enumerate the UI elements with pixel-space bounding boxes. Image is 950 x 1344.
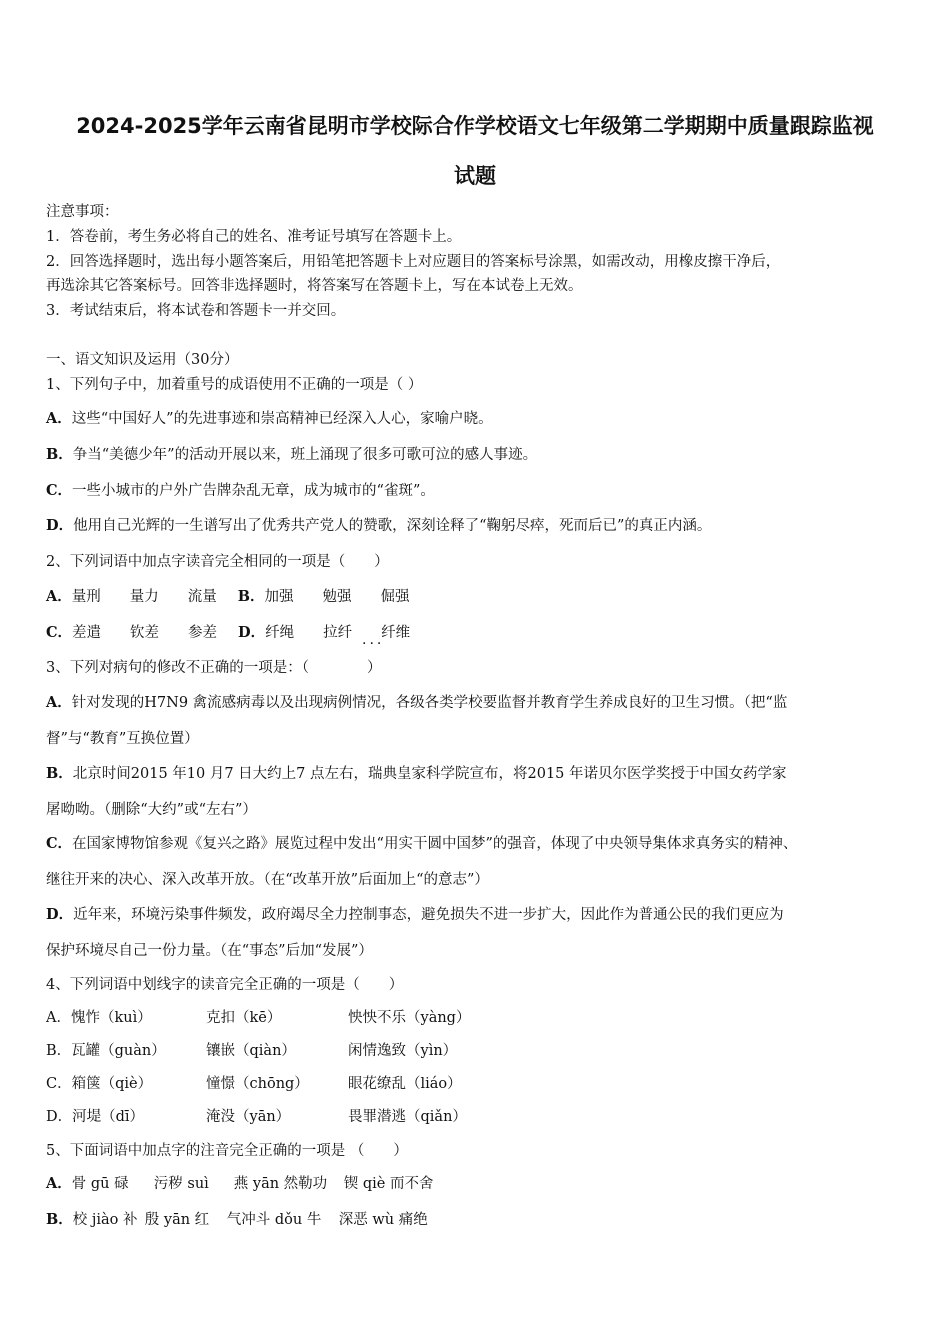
emphasis-dots: ...: [362, 632, 385, 648]
q3-option-a: [46, 693, 916, 713]
option-text: 近年来，环境污染事件频发，政府竭尽全力控制事态，避免损失不进一步扩大，因此作为普通公民的我们更应为: [73, 907, 784, 923]
word: 闲情逸致（yìn）: [348, 1043, 458, 1059]
q1-stem: 1、下列句子中，加着重号的成语使用不正确的一项是（ ）: [46, 377, 423, 393]
word: D．河堤（dī）: [46, 1109, 145, 1125]
option-text: 一些小城市的户外广告牌杂乱无章，成为城市的“雀斑”。: [72, 483, 435, 499]
word: 参差: [188, 625, 218, 641]
option-text: 北京时间2015 年10 月7 日大约上7 点左右，瑞典皇家科学院宣布，将2015 年诺贝尔医学奖授于中国女药学家: [72, 766, 787, 782]
q2-stem: 2、下列词语中加点字读音完全相同的一项是（ ）: [46, 554, 389, 570]
q3-option-d: [46, 905, 916, 925]
option-text: 他用自己光辉的一生谱写出了优秀共产党人的赞歌，深刻诠释了“鞠躬尽瘁，死而后已”的真正内涵。: [73, 518, 712, 534]
option-label: A．: [46, 694, 72, 711]
option-label: B．: [46, 1211, 73, 1228]
option-label: B．: [46, 765, 73, 782]
q2-row-ab: [46, 587, 916, 607]
word: 污秽 suì: [153, 1176, 209, 1192]
q5-option-a: [46, 1174, 916, 1194]
word: 骨 gū 碌: [71, 1176, 129, 1192]
q1-option-a: [46, 409, 916, 429]
option-label: A．: [46, 410, 72, 427]
q4-row-d: [46, 1107, 916, 1127]
word: 殷 yān 红: [144, 1212, 210, 1228]
word: 镶嵌（qiàn）: [206, 1043, 296, 1059]
option-text: 这些“中国好人”的先进事迹和崇高精神已经深入人心，家喻户晓。: [71, 411, 493, 427]
word: 燕 yān 然勒功: [233, 1176, 328, 1192]
option-label: D．: [46, 517, 74, 534]
word: 气冲斗 dǒu 牛: [226, 1212, 322, 1228]
q1-option-d: [46, 516, 916, 536]
word: 深恶 wù 痛绝: [338, 1212, 428, 1228]
option-label: C．: [46, 482, 73, 499]
word: 差遣: [72, 625, 102, 641]
q3-option-b: [46, 764, 916, 784]
word: 流量: [187, 589, 217, 605]
notice-item-2: 2．回答选择题时，选出每小题答案后，用铅笔把答题卡上对应题目的答案标号涂黑，如需改动，用橡皮擦干净后，: [46, 254, 781, 270]
q3-option-a-cont: 督”与“教育”互换位置）: [46, 731, 199, 747]
word: 怏怏不乐（yàng）: [348, 1010, 471, 1026]
option-label: D．: [238, 624, 266, 641]
q5-option-b: [46, 1210, 916, 1230]
word: 眼花缭乱（liáo）: [348, 1076, 462, 1092]
word: A．愧怍（kuì）: [46, 1010, 152, 1026]
q4-stem: 4、下列词语中划线字的读音完全正确的一项是（ ）: [46, 977, 404, 993]
q3-option-c-cont: 继往开来的决心、深入改革开放。（在“改革开放”后面加上“的意志”）: [46, 872, 489, 888]
notice-item-2-cont: 再选涂其它答案标号。回答非选择题时，将答案写在答题卡上，写在本试卷上无效。: [46, 278, 583, 294]
word: 钦差: [130, 625, 160, 641]
option-text: 在国家博物馆参观《复兴之路》展览过程中发出“用实干圆中国梦”的强音，体现了中央领导集体求真务实的精神、: [72, 836, 798, 852]
exam-title-line2: 试题: [454, 164, 496, 188]
word: C．箱箧（qiè）: [46, 1076, 153, 1092]
word: 量力: [129, 589, 159, 605]
word: 纤维: [381, 625, 411, 641]
q3-option-b-cont: 屠呦呦。（删除“大约”或“左右”）: [46, 802, 257, 818]
word: 畏罪潜逃（qiǎn）: [348, 1109, 467, 1125]
option-label: D．: [46, 906, 74, 923]
word: 拉纤: [323, 625, 353, 641]
option-label: C．: [46, 835, 73, 852]
q2-row-cd: [46, 623, 916, 648]
option-text: 争当“美德少年”的活动开展以来，班上涌现了很多可歌可泣的感人事迹。: [72, 447, 538, 463]
notice-item-3: 3．考试结束后，将本试卷和答题卡一并交回。: [46, 303, 346, 319]
q3-stem: 3、下列对病句的修改不正确的一项是：（ ）: [46, 660, 382, 676]
word: 校 jiào 补: [72, 1212, 138, 1228]
word: 量刑: [71, 589, 101, 605]
word: 锲 qiè 而不舍: [343, 1176, 434, 1192]
option-label: B．: [46, 446, 73, 463]
option-label: B．: [237, 588, 265, 605]
q1-option-b: [46, 445, 916, 465]
section-heading: 一、语文知识及运用（30分）: [46, 352, 239, 368]
word: 淹没（yān）: [206, 1109, 291, 1125]
q5-stem: 5、下面词语中加点字的注音完全正确的一项是 （ ）: [46, 1143, 408, 1159]
word: 勉强: [322, 589, 352, 605]
option-label: C．: [46, 624, 73, 641]
q4-row-a: [46, 1008, 916, 1028]
notice-heading: 注意事项：: [46, 204, 119, 220]
word: 纤绳: [265, 625, 295, 641]
q3-option-c: [46, 834, 916, 854]
q3-option-d-cont: 保护环境尽自己一份力量。（在“事态”后加“发展”）: [46, 943, 373, 959]
word: 倔强: [380, 589, 410, 605]
option-text: 针对发现的H7N9 禽流感病毒以及出现病例情况，各级各类学校要监督并教育学生养成良好的卫生习惯。（把“监: [71, 695, 788, 711]
option-label: A．: [46, 588, 72, 605]
word: B．瓦罐（guàn）: [46, 1043, 166, 1059]
word: 克扣（kē）: [206, 1010, 282, 1026]
notice-item-1: 1．答卷前，考生务必将自己的姓名、准考证号填写在答题卡上。: [46, 229, 462, 245]
word: 加强: [264, 589, 294, 605]
q4-row-b: [46, 1041, 916, 1061]
exam-title-line1: 2024-2025学年云南省昆明市学校际合作学校语文七年级第二学期期中质量跟踪监视: [76, 114, 874, 138]
q1-option-c: [46, 481, 916, 501]
word: 憧憬（chōng）: [206, 1076, 309, 1092]
option-label: A．: [46, 1175, 72, 1192]
q4-row-c: [46, 1074, 916, 1094]
